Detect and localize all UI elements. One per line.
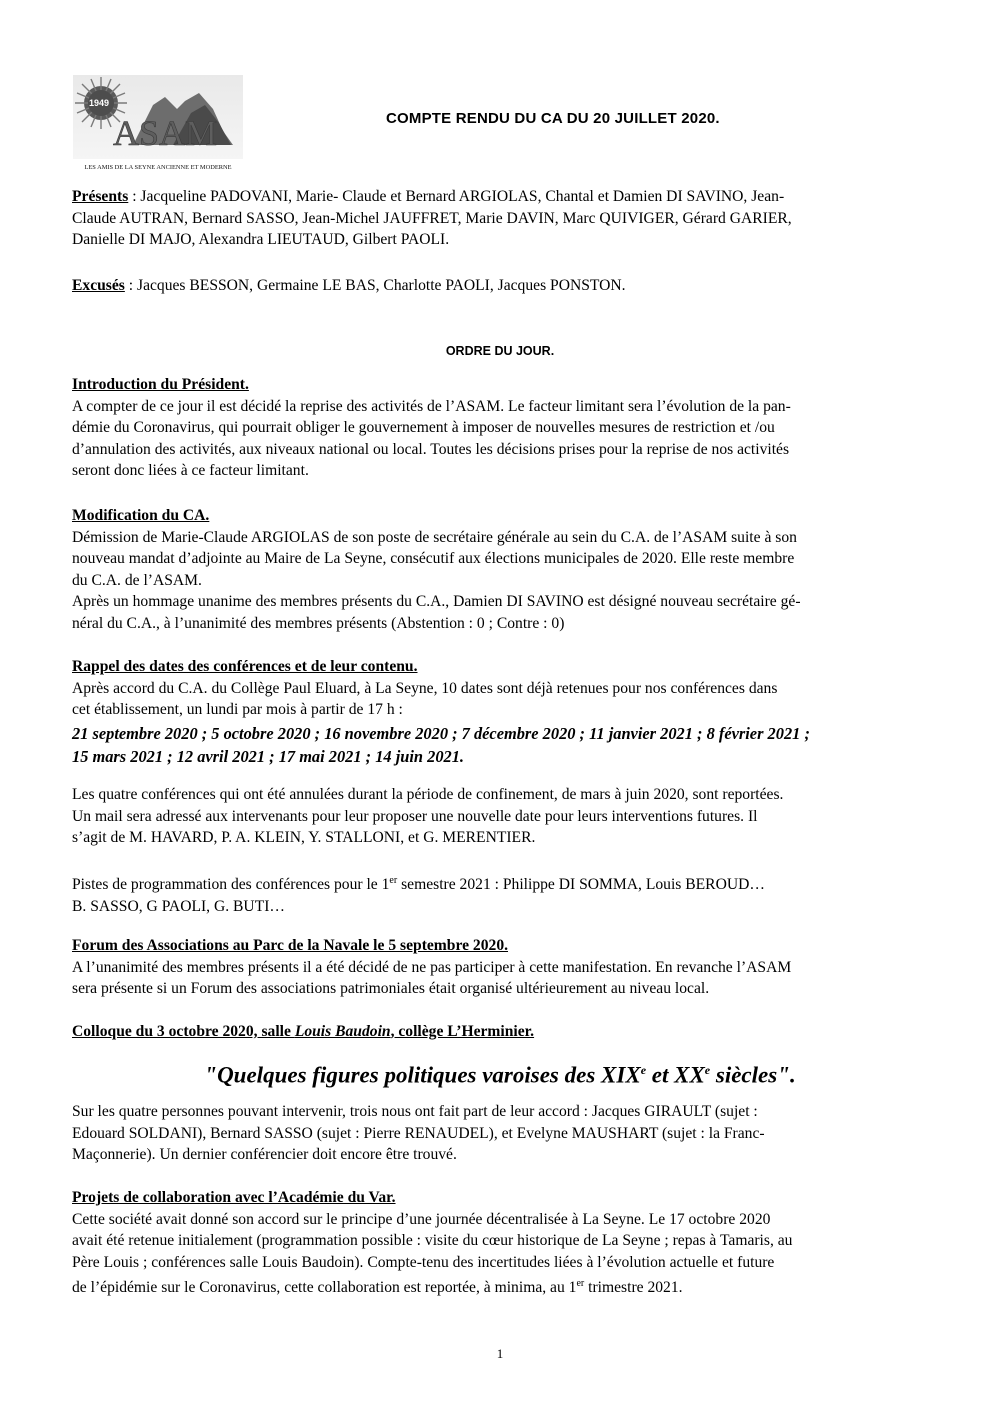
section-heading: Projets de collaboration avec l’Académie du Var. — [72, 1189, 396, 1206]
paragraph-line: s’agit de M. HAVARD, P. A. KLEIN, Y. STALLONI, et G. MERENTIER. — [72, 829, 536, 846]
section-rappel — [72, 656, 930, 768]
paragraph-line: Sur les quatre personnes pouvant intervenir, trois nous ont fait part de leur accord : Jacques GIRAULT (sujet : — [72, 1103, 758, 1120]
paragraph-line: nouveau mandat d’adjointe au Maire de La Seyne, consécutif aux élections municipales de 2020. Elle reste membre — [72, 550, 795, 567]
asam-logo — [73, 75, 243, 173]
presents-line-3: Danielle DI MAJO, Alexandra LIEUTAUD, Gilbert PAOLI. — [72, 231, 450, 248]
paragraph-text: semestre 2021 : Philippe DI SOMMA, Louis BEROUD… — [397, 876, 765, 894]
superscript: er — [389, 875, 398, 886]
agenda-title: ORDRE DU JOUR. — [445, 344, 555, 358]
conference-dates-line: 15 mars 2021 ; 12 avril 2021 ; 17 mai 2021 ; 14 juin 2021. — [72, 746, 465, 766]
presents-line-2: Claude AUTRAN, Bernard SASSO, Jean-Michel JAUFFRET, Marie DAVIN, Marc QUIVIGER, Gérard GARIER, — [72, 209, 792, 227]
section-heading: Modification du CA. — [72, 507, 210, 524]
section-heading: Colloque du 3 octobre 2020, salle — [72, 1023, 295, 1040]
paragraph-text: trimestre 2021. — [584, 1279, 683, 1297]
paragraph-line: A compter de ce jour il est décidé la reprise des activités de l’ASAM. Le facteur limitant sera l’évolution de la pan- — [72, 397, 791, 415]
paragraph-line: Après accord du C.A. du Collège Paul Eluard, à La Seyne, 10 dates sont déjà retenues pour nos conférences dans — [72, 679, 778, 697]
paragraph-line: sera présente si un Forum des associations patrimoniales était organisé ultérieurement au niveau local. — [72, 980, 710, 997]
paragraph-line: du C.A. de l’ASAM. — [72, 571, 202, 589]
logo-year: 1949 — [89, 98, 110, 108]
excuses-label: Excusés — [72, 277, 125, 294]
section-introduction — [72, 374, 930, 482]
section-heading: Forum des Associations au Parc de la Navale le 5 septembre 2020. — [72, 937, 509, 954]
paragraph-line: avait été retenue initialement (programmation possible : visite du cœur historique de La Seyne ; repas à Tamaris, au — [72, 1232, 793, 1249]
superscript: e — [704, 1063, 711, 1077]
excuses-text: : Jacques BESSON, Germaine LE BAS, Charlotte PAOLI, Jacques PONSTON. — [128, 277, 626, 294]
paragraph-line: seront donc liées à ce facteur limitant. — [72, 462, 309, 479]
section-heading: Rappel des dates des conférences et de leur contenu. — [72, 658, 418, 675]
paragraph-line: Edouard SOLDANI), Bernard SASSO (sujet : Pierre RENAUDEL), et Evelyne MAUSHART (sujet : la Franc- — [72, 1124, 765, 1142]
paragraph-line: Un mail sera adressé aux intervenants pour leur proposer une nouvelle date pour leurs interventions futures. Il — [72, 807, 758, 825]
paragraph-line: B. SASSO, G PAOLI, G. BUTI… — [72, 897, 286, 915]
paragraph-line: Maçonnerie). Un dernier conférencier doit encore être trouvé. — [72, 1146, 457, 1163]
paragraph-line: Père Louis ; conférences salle Louis Baudoin). Compte-tenu des incertitudes liées à l’évolution actuelle et future — [72, 1253, 775, 1271]
paragraph-line: Démission de Marie-Claude ARGIOLAS de son poste de secrétaire générale au sein du C.A. de l’ASAM suite à son — [72, 528, 797, 546]
colloque-title-quote — [0, 1055, 1000, 1091]
document-title: COMPTE RENDU DU CA DU 20 JUILLET 2020. — [386, 110, 720, 127]
quote-text: et XX — [646, 1062, 705, 1088]
paragraph-line: A l’unanimité des membres présents il a été décidé de ne pas participer à cette manifestation. En revanche l’ASAM — [72, 958, 792, 976]
paragraph-line: d’annulation des activités, aux niveaux national ou local. Toutes les décisions prises pour la reprise de nos activités — [72, 440, 790, 458]
superscript: er — [576, 1278, 585, 1289]
paragraph-line: démie du Coronavirus, qui pourrait obliger le gouvernement à imposer de nouvelles mesures de restriction et /ou — [72, 419, 775, 436]
rappel-paragraph-3 — [72, 870, 930, 917]
section-modification — [72, 505, 930, 634]
section-forum — [72, 935, 930, 1000]
presents-label: Présents — [72, 188, 129, 205]
paragraph-line: Après un hommage unanime des membres présents du C.A., Damien DI SAVINO est désigné nouveau secrétaire gé- — [72, 593, 801, 610]
rappel-paragraph-2 — [72, 784, 930, 849]
colloque-paragraph — [72, 1101, 930, 1166]
section-heading: Introduction du Président. — [72, 376, 249, 393]
presents-block — [72, 186, 930, 251]
logo-name: ASAM — [113, 113, 218, 153]
section-projets — [72, 1187, 930, 1299]
paragraph-line: Les quatre conférences qui ont été annulées durant la période de confinement, de mars à juin 2020, sont reportées. — [72, 786, 784, 803]
quote-text: siècles". — [710, 1062, 796, 1088]
page-number: 1 — [496, 1346, 504, 1361]
paragraph-line: néral du C.A., à l’unanimité des membres présents (Abstention : 0 ; Contre : 0) — [72, 614, 565, 632]
section-heading: , collège L’Herminier. — [390, 1023, 535, 1040]
superscript: e — [640, 1063, 647, 1077]
paragraph-text: Pistes de programmation des conférences pour le 1 — [72, 876, 390, 894]
section-heading-italic: Louis Baudoin — [294, 1023, 391, 1040]
section-colloque-heading — [72, 1021, 930, 1043]
paragraph-line: Cette société avait donné son accord sur le principe d’une journée décentralisée à La Seyne. Le 17 octobre 2020 — [72, 1210, 771, 1228]
conference-dates-line: 21 septembre 2020 ; 5 octobre 2020 ; 16 novembre 2020 ; 7 décembre 2020 ; 11 janvier 2021 ; 8 février 2021 ; — [72, 723, 810, 743]
quote-text: "Quelques figures politiques varoises des XIX — [204, 1062, 641, 1088]
paragraph-text: de l’épidémie sur le Coronavirus, cette collaboration est reportée, à minima, au 1 — [72, 1279, 577, 1297]
presents-line-1: : Jacqueline PADOVANI, Marie- Claude et Bernard ARGIOLAS, Chantal et Damien DI SAVINO, Jean- — [132, 188, 785, 205]
excuses-block — [72, 275, 930, 297]
logo-tagline: LES AMIS DE LA SEYNE ANCIENNE ET MODERNE — [84, 164, 232, 171]
paragraph-line: cet établissement, un lundi par mois à partir de 17 h : — [72, 701, 403, 718]
